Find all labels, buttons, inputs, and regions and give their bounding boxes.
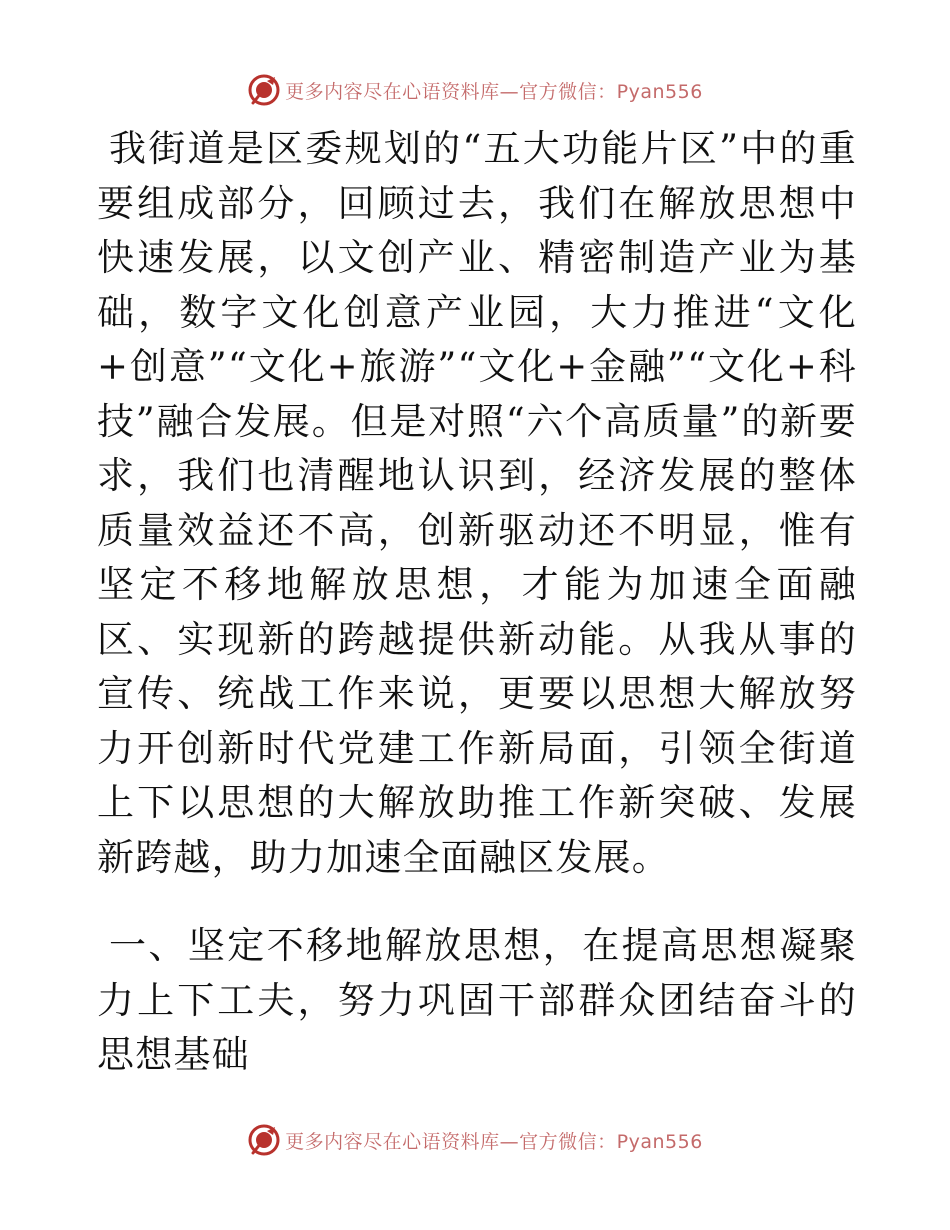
body-paragraph: 我街道是区委规划的“五大功能片区”中的重要组成部分，回顾过去，我们在解放思想中快速发展，以文创产业、精密制造产业为基础，数字文化创意产业园，大力推进“文化+创意”“文化+旅游”“文化+金融”“文化+科技”融合发展。但是对照“六个高质量”的新要求，我们也清醒地认识到，经济发展的整体质量效益还不高，创新驱动还不明显，惟有坚定不移地解放思想，才能为加速全面融区、实现新的跨越提供新动能。从我从事的宣传、统战工作来说，更要以思想大解放努力开创新时代党建工作新局面，引领全街道上下以思想的大解放助推工作新突破、发展新跨越，助力加速全面融区发展。 [97,127,857,879]
footer-banner [0,1120,950,1160]
document-body [97,122,857,1083]
pen-nib-seal-icon [247,73,281,107]
header-banner-text: 更多内容尽在心语资料库—官方微信：Pyan556 [285,80,703,103]
footer-banner-text: 更多内容尽在心语资料库—官方微信：Pyan556 [285,1130,703,1153]
pen-nib-seal-icon [247,1123,281,1157]
section-heading: 一、坚定不移地解放思想，在提高思想凝聚力上下工夫，努力巩固干部群众团结奋斗的思想基础 [97,924,857,1076]
header-banner [0,70,950,110]
